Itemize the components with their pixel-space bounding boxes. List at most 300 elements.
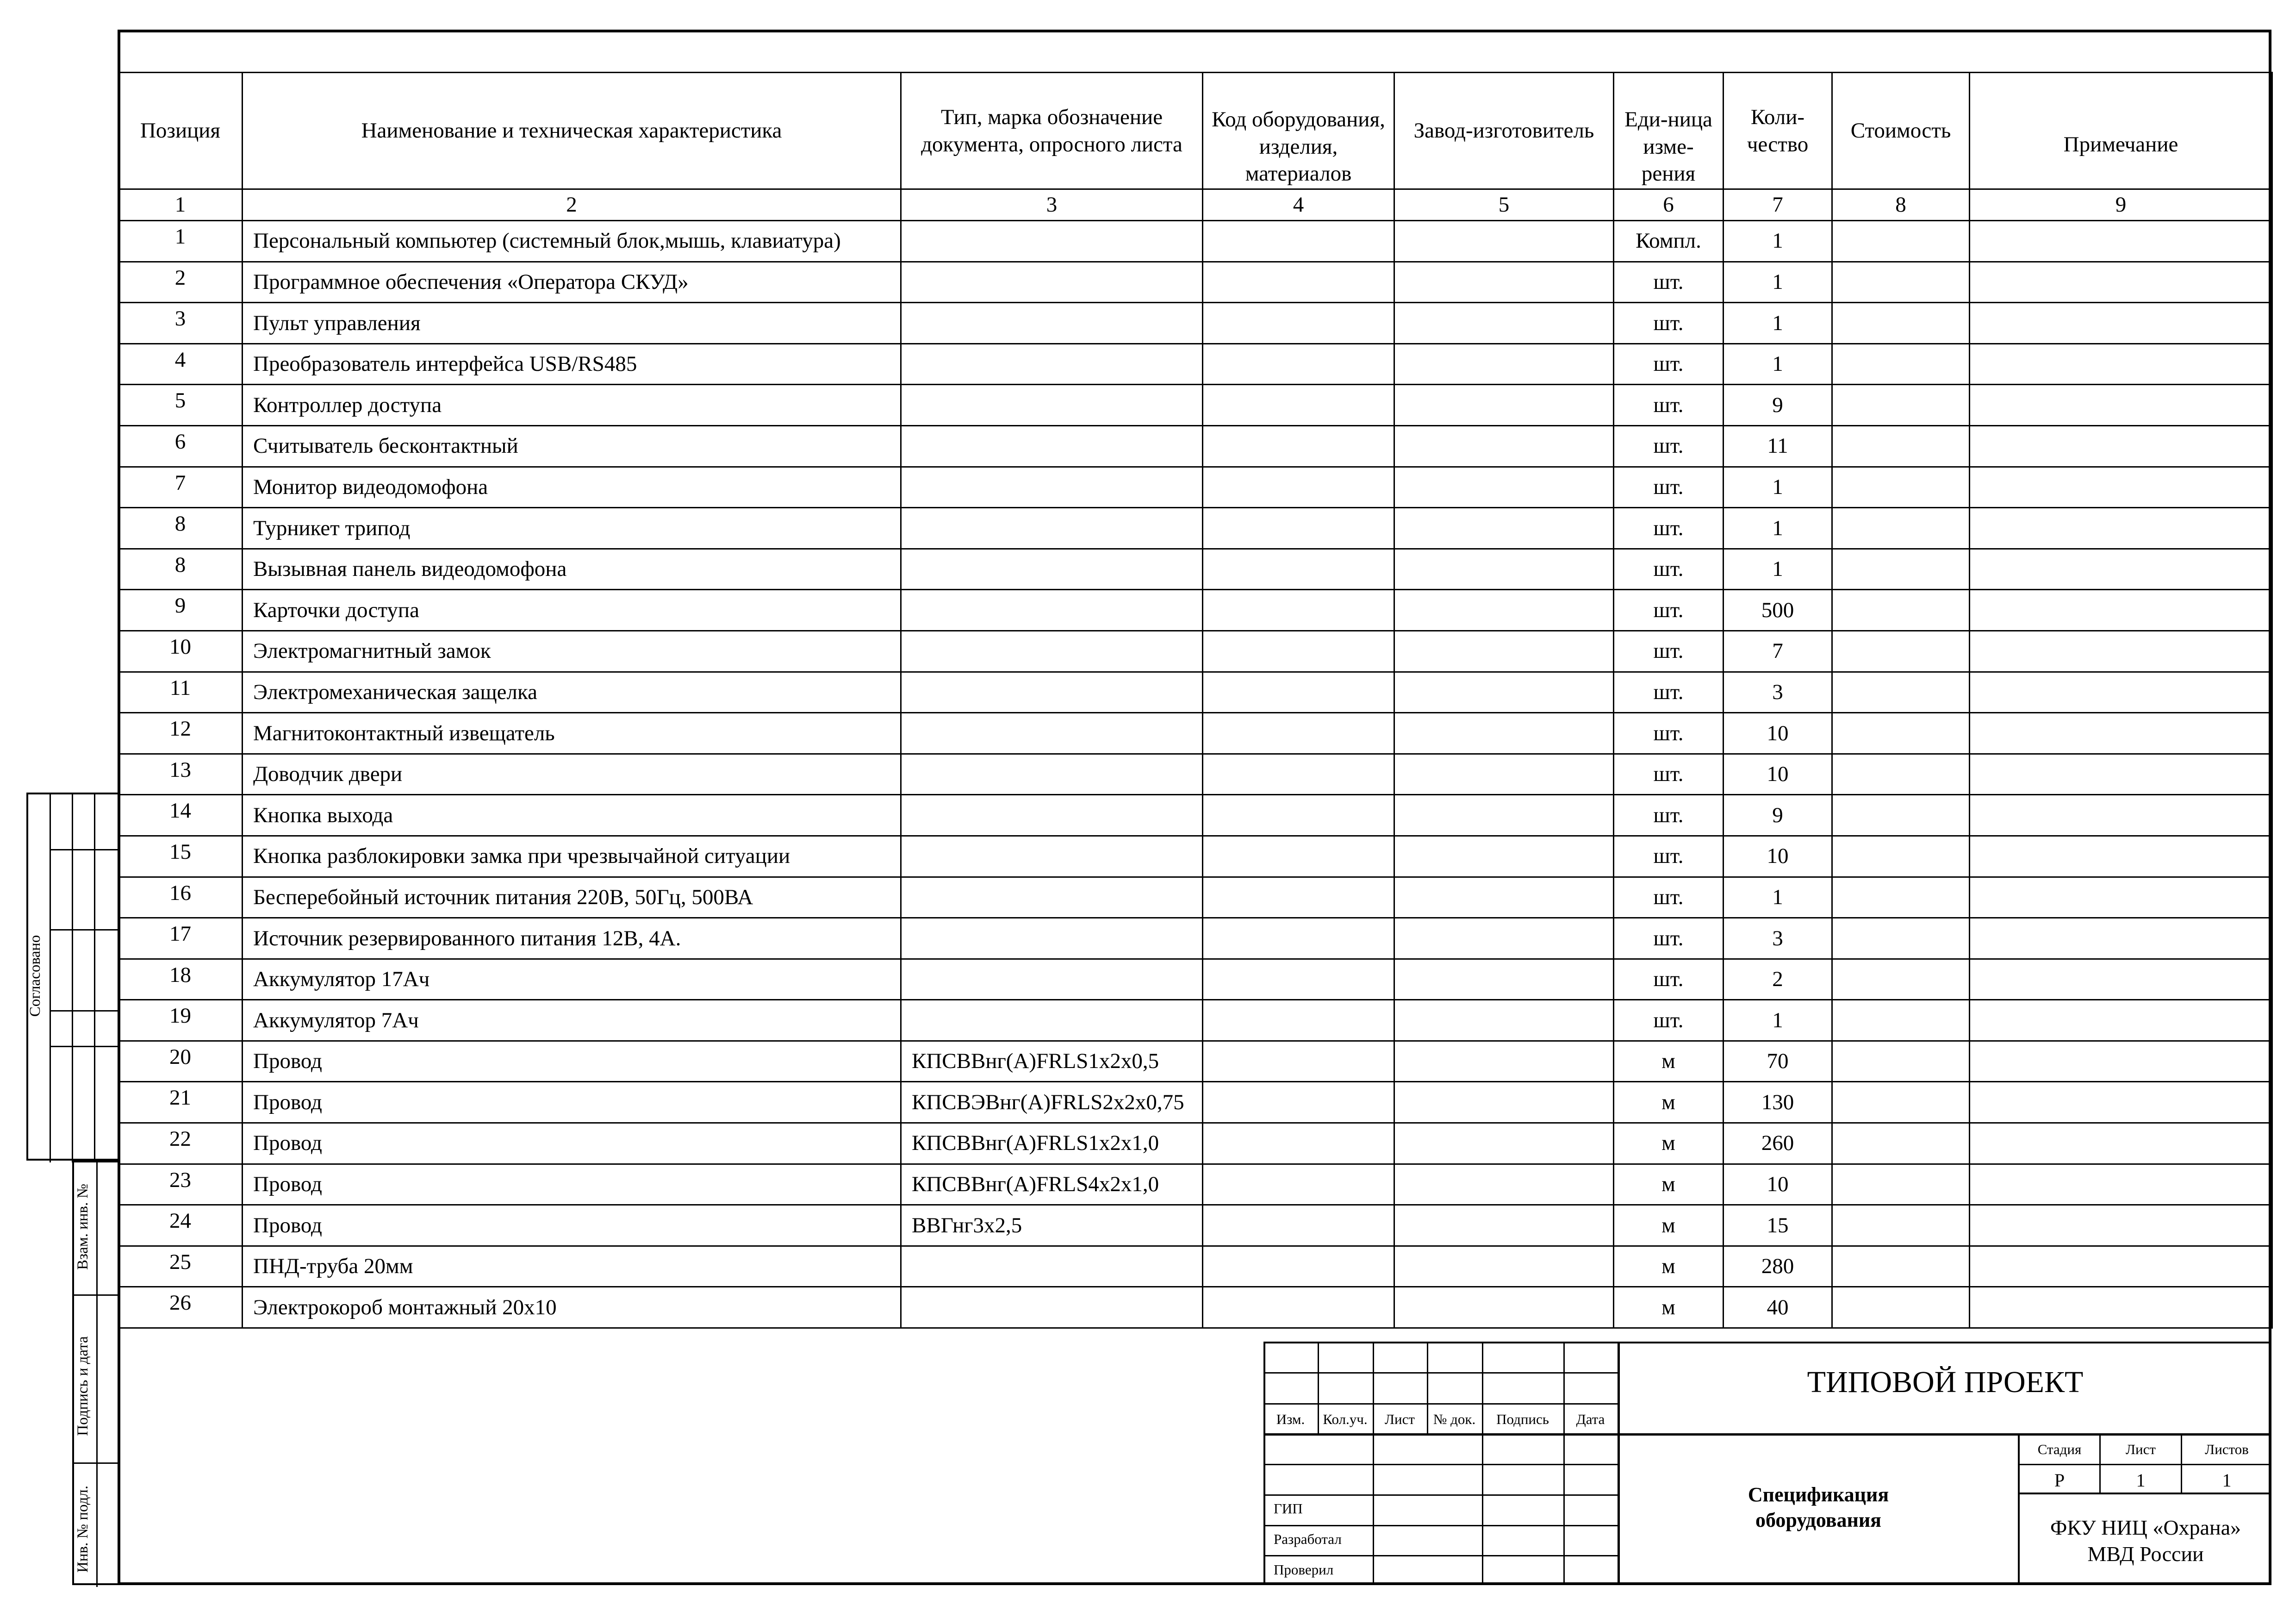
- quantity-cell: 11: [1724, 425, 1832, 467]
- manufacturer-cell: [1394, 672, 1614, 713]
- note-cell: [1970, 221, 2272, 262]
- table-row: [118, 1164, 2272, 1205]
- sheets-value: 1: [2222, 1470, 2232, 1491]
- manufacturer-cell: [1394, 262, 1614, 303]
- note-cell: [1970, 795, 2272, 836]
- role-developer: Разработал: [1274, 1531, 1342, 1547]
- type-cell: [901, 713, 1203, 754]
- manufacturer-cell: [1394, 754, 1614, 795]
- column-number: 7: [1724, 189, 1832, 221]
- cost-cell: [1832, 1205, 1970, 1246]
- position-cell: 19: [118, 1000, 243, 1041]
- name-cell: Бесперебойный источник питания 220В, 50Гц, 500ВА: [243, 877, 901, 918]
- name-cell: Провод: [243, 1123, 901, 1164]
- col-label-date: Дата: [1576, 1411, 1605, 1427]
- position-cell: 12: [118, 713, 243, 754]
- note-cell: [1970, 672, 2272, 713]
- code-cell: [1203, 631, 1394, 672]
- code-cell: [1203, 1082, 1394, 1123]
- manufacturer-cell: [1394, 1041, 1614, 1082]
- quantity-cell: 7: [1724, 631, 1832, 672]
- note-cell: [1970, 549, 2272, 590]
- table-row: [118, 1000, 2272, 1041]
- cost-cell: [1832, 918, 1970, 959]
- table-row: [118, 1123, 2272, 1164]
- type-cell: [901, 590, 1203, 631]
- name-cell: Вызывная панель видеодомофона: [243, 549, 901, 590]
- unit-cell: м: [1614, 1164, 1724, 1205]
- unit-cell: м: [1614, 1246, 1724, 1287]
- note-cell: [1970, 1246, 2272, 1287]
- role-chief-engineer: ГИП: [1274, 1500, 1303, 1517]
- type-cell: [901, 425, 1203, 467]
- unit-cell: шт.: [1614, 631, 1724, 672]
- type-cell: [901, 1246, 1203, 1287]
- code-cell: [1203, 344, 1394, 385]
- note-cell: [1970, 508, 2272, 549]
- position-cell: 9: [118, 590, 243, 631]
- quantity-cell: 10: [1724, 836, 1832, 877]
- position-cell: 25: [118, 1246, 243, 1287]
- col-label-signature: Подпись: [1496, 1411, 1549, 1427]
- cost-cell: [1832, 713, 1970, 754]
- name-cell: Преобразователь интерфейса USB/RS485: [243, 344, 901, 385]
- quantity-cell: 40: [1724, 1287, 1832, 1328]
- cost-cell: [1832, 425, 1970, 467]
- manufacturer-cell: [1394, 303, 1614, 344]
- cost-cell: [1832, 877, 1970, 918]
- column-number: 6: [1614, 189, 1724, 221]
- cost-cell: [1832, 631, 1970, 672]
- position-cell: 18: [118, 959, 243, 1000]
- note-cell: [1970, 262, 2272, 303]
- name-cell: Считыватель бесконтактный: [243, 425, 901, 467]
- name-cell: Источник резервированного питания 12В, 4А.: [243, 918, 901, 959]
- code-cell: [1203, 836, 1394, 877]
- col-label-change: Изм.: [1276, 1411, 1305, 1427]
- quantity-cell: 1: [1724, 508, 1832, 549]
- col-label-doc: № док.: [1433, 1411, 1476, 1427]
- table-row: [118, 1287, 2272, 1328]
- name-cell: Карточки доступа: [243, 590, 901, 631]
- position-cell: 16: [118, 877, 243, 918]
- unit-cell: шт.: [1614, 795, 1724, 836]
- column-number: 2: [243, 189, 901, 221]
- type-cell: [901, 672, 1203, 713]
- table-row: [118, 836, 2272, 877]
- sheet-label: Лист: [2126, 1441, 2156, 1457]
- code-cell: [1203, 590, 1394, 631]
- position-cell: 10: [118, 631, 243, 672]
- agreed-label: Согласовано: [27, 935, 44, 1017]
- note-cell: [1970, 754, 2272, 795]
- unit-cell: шт.: [1614, 713, 1724, 754]
- cost-cell: [1832, 590, 1970, 631]
- table-row: [118, 672, 2272, 713]
- quantity-cell: 500: [1724, 590, 1832, 631]
- unit-cell: шт.: [1614, 754, 1724, 795]
- cost-cell: [1832, 385, 1970, 426]
- cost-cell: [1832, 549, 1970, 590]
- cost-cell: [1832, 221, 1970, 262]
- quantity-cell: 3: [1724, 918, 1832, 959]
- manufacturer-cell: [1394, 1287, 1614, 1328]
- position-cell: 7: [118, 467, 243, 508]
- quantity-cell: 1: [1724, 1000, 1832, 1041]
- unit-cell: шт.: [1614, 467, 1724, 508]
- quantity-cell: 1: [1724, 344, 1832, 385]
- cost-cell: [1832, 1082, 1970, 1123]
- name-cell: Программное обеспечения «Оператора СКУД»: [243, 262, 901, 303]
- manufacturer-cell: [1394, 425, 1614, 467]
- table-row: [118, 385, 2272, 426]
- type-cell: [901, 754, 1203, 795]
- name-cell: Доводчик двери: [243, 754, 901, 795]
- column-number-row: [118, 189, 2272, 221]
- position-cell: 15: [118, 836, 243, 877]
- header-manufacturer: Завод-изготовитель: [1394, 73, 1614, 189]
- unit-cell: м: [1614, 1205, 1724, 1246]
- header-unit: Еди-ница изме-рения: [1614, 73, 1724, 189]
- quantity-cell: 1: [1724, 262, 1832, 303]
- table-row: [118, 508, 2272, 549]
- table-row: [118, 795, 2272, 836]
- type-cell: [901, 1000, 1203, 1041]
- manufacturer-cell: [1394, 1164, 1614, 1205]
- note-cell: [1970, 385, 2272, 426]
- code-cell: [1203, 1205, 1394, 1246]
- name-cell: Аккумулятор 7Ач: [243, 1000, 901, 1041]
- manufacturer-cell: [1394, 1000, 1614, 1041]
- position-cell: 2: [118, 262, 243, 303]
- type-cell: [901, 467, 1203, 508]
- table-row: [118, 631, 2272, 672]
- unit-cell: м: [1614, 1287, 1724, 1328]
- code-cell: [1203, 262, 1394, 303]
- note-cell: [1970, 1205, 2272, 1246]
- sheets-label: Листов: [2205, 1441, 2249, 1457]
- code-cell: [1203, 795, 1394, 836]
- unit-cell: шт.: [1614, 918, 1724, 959]
- note-cell: [1970, 425, 2272, 467]
- table-row: [118, 1205, 2272, 1246]
- col-label-qty: Кол.уч.: [1323, 1411, 1368, 1427]
- unit-cell: шт.: [1614, 1000, 1724, 1041]
- quantity-cell: 260: [1724, 1123, 1832, 1164]
- stage-value: Р: [2054, 1470, 2065, 1491]
- position-cell: 6: [118, 425, 243, 467]
- note-cell: [1970, 1164, 2272, 1205]
- manufacturer-cell: [1394, 508, 1614, 549]
- table-row: [118, 221, 2272, 262]
- manufacturer-cell: [1394, 1082, 1614, 1123]
- table-row: [118, 590, 2272, 631]
- name-cell: Электрокороб монтажный 20х10: [243, 1287, 901, 1328]
- table-row: [118, 877, 2272, 918]
- sign-date-label: Подпись и дата: [75, 1336, 91, 1436]
- doc-title-line-2: оборудования: [1755, 1509, 1881, 1531]
- code-cell: [1203, 713, 1394, 754]
- header-row: [118, 73, 2272, 189]
- code-cell: [1203, 918, 1394, 959]
- code-cell: [1203, 1164, 1394, 1205]
- orig-inv-label: Инв. № подл.: [75, 1485, 91, 1573]
- replace-inv-label: Взам. инв. №: [75, 1184, 91, 1270]
- type-cell: [901, 344, 1203, 385]
- name-cell: Магнитоконтактный извещатель: [243, 713, 901, 754]
- cost-cell: [1832, 1123, 1970, 1164]
- quantity-cell: 1: [1724, 467, 1832, 508]
- table-row: [118, 754, 2272, 795]
- manufacturer-cell: [1394, 1205, 1614, 1246]
- manufacturer-cell: [1394, 590, 1614, 631]
- column-number: 3: [901, 189, 1203, 221]
- note-cell: [1970, 303, 2272, 344]
- position-cell: 14: [118, 795, 243, 836]
- type-cell: КПСВЭВнг(А)FRLS2х2х0,75: [901, 1082, 1203, 1123]
- code-cell: [1203, 508, 1394, 549]
- type-cell: [901, 877, 1203, 918]
- unit-cell: шт.: [1614, 959, 1724, 1000]
- table-row: [118, 959, 2272, 1000]
- manufacturer-cell: [1394, 1123, 1614, 1164]
- note-cell: [1970, 1000, 2272, 1041]
- note-cell: [1970, 836, 2272, 877]
- type-cell: [901, 262, 1203, 303]
- unit-cell: шт.: [1614, 262, 1724, 303]
- name-cell: Провод: [243, 1205, 901, 1246]
- quantity-cell: 1: [1724, 877, 1832, 918]
- code-cell: [1203, 549, 1394, 590]
- note-cell: [1970, 1123, 2272, 1164]
- unit-cell: шт.: [1614, 385, 1724, 426]
- note-cell: [1970, 959, 2272, 1000]
- note-cell: [1970, 1287, 2272, 1328]
- name-cell: Турникет трипод: [243, 508, 901, 549]
- note-cell: [1970, 344, 2272, 385]
- unit-cell: м: [1614, 1123, 1724, 1164]
- table-row: [118, 713, 2272, 754]
- header-cost: Стоимость: [1832, 73, 1970, 189]
- organization-line-2: МВД России: [2087, 1542, 2204, 1566]
- position-cell: 11: [118, 672, 243, 713]
- manufacturer-cell: [1394, 918, 1614, 959]
- quantity-cell: 1: [1724, 221, 1832, 262]
- type-cell: ВВГнг3х2,5: [901, 1205, 1203, 1246]
- table-row: [118, 918, 2272, 959]
- manufacturer-cell: [1394, 344, 1614, 385]
- unit-cell: м: [1614, 1041, 1724, 1082]
- cost-cell: [1832, 836, 1970, 877]
- code-cell: [1203, 877, 1394, 918]
- unit-cell: шт.: [1614, 303, 1724, 344]
- code-cell: [1203, 467, 1394, 508]
- cost-cell: [1832, 1041, 1970, 1082]
- quantity-cell: 9: [1724, 795, 1832, 836]
- name-cell: Электромеханическая защелка: [243, 672, 901, 713]
- unit-cell: шт.: [1614, 344, 1724, 385]
- table-row: [118, 1041, 2272, 1082]
- manufacturer-cell: [1394, 713, 1614, 754]
- name-cell: Провод: [243, 1164, 901, 1205]
- cost-cell: [1832, 1164, 1970, 1205]
- quantity-cell: 10: [1724, 713, 1832, 754]
- type-cell: КПСВВнг(А)FRLS1х2х1,0: [901, 1123, 1203, 1164]
- table-row: [118, 262, 2272, 303]
- header-name: Наименование и техническая характеристика: [243, 73, 901, 189]
- manufacturer-cell: [1394, 1246, 1614, 1287]
- table-row: [118, 344, 2272, 385]
- table-row: [118, 425, 2272, 467]
- cost-cell: [1832, 1246, 1970, 1287]
- quantity-cell: 1: [1724, 303, 1832, 344]
- type-cell: [901, 1287, 1203, 1328]
- cost-cell: [1832, 1287, 1970, 1328]
- code-cell: [1203, 1246, 1394, 1287]
- position-cell: 1: [118, 221, 243, 262]
- position-cell: 8: [118, 508, 243, 549]
- name-cell: Кнопка выхода: [243, 795, 901, 836]
- note-cell: [1970, 631, 2272, 672]
- quantity-cell: 280: [1724, 1246, 1832, 1287]
- note-cell: [1970, 467, 2272, 508]
- quantity-cell: 10: [1724, 1164, 1832, 1205]
- cost-cell: [1832, 672, 1970, 713]
- position-cell: 8: [118, 549, 243, 590]
- col-label-sheet: Лист: [1385, 1411, 1415, 1427]
- cost-cell: [1832, 1000, 1970, 1041]
- manufacturer-cell: [1394, 836, 1614, 877]
- header-position: Позиция: [118, 73, 243, 189]
- quantity-cell: 10: [1724, 754, 1832, 795]
- table-row: [118, 467, 2272, 508]
- unit-cell: м: [1614, 1082, 1724, 1123]
- code-cell: [1203, 754, 1394, 795]
- organization-line-1: ФКУ НИЦ «Охрана»: [2050, 1516, 2241, 1539]
- quantity-cell: 2: [1724, 959, 1832, 1000]
- unit-cell: шт.: [1614, 836, 1724, 877]
- manufacturer-cell: [1394, 959, 1614, 1000]
- unit-cell: шт.: [1614, 425, 1724, 467]
- name-cell: Провод: [243, 1082, 901, 1123]
- role-checker: Проверил: [1274, 1562, 1334, 1578]
- manufacturer-cell: [1394, 795, 1614, 836]
- type-cell: [901, 795, 1203, 836]
- note-cell: [1970, 1041, 2272, 1082]
- title-block: [1263, 1342, 2271, 1585]
- type-cell: [901, 959, 1203, 1000]
- position-cell: 5: [118, 385, 243, 426]
- quantity-cell: 70: [1724, 1041, 1832, 1082]
- unit-cell: шт.: [1614, 549, 1724, 590]
- name-cell: Электромагнитный замок: [243, 631, 901, 672]
- unit-cell: Компл.: [1614, 221, 1724, 262]
- type-cell: [901, 549, 1203, 590]
- quantity-cell: 1: [1724, 549, 1832, 590]
- code-cell: [1203, 303, 1394, 344]
- column-number: 4: [1203, 189, 1394, 221]
- cost-cell: [1832, 959, 1970, 1000]
- type-cell: [901, 631, 1203, 672]
- quantity-cell: 130: [1724, 1082, 1832, 1123]
- type-cell: [901, 221, 1203, 262]
- cost-cell: [1832, 303, 1970, 344]
- code-cell: [1203, 959, 1394, 1000]
- note-cell: [1970, 590, 2272, 631]
- code-cell: [1203, 1287, 1394, 1328]
- position-cell: 22: [118, 1123, 243, 1164]
- code-cell: [1203, 1123, 1394, 1164]
- sheet-value: 1: [2136, 1470, 2146, 1491]
- column-number: 8: [1832, 189, 1970, 221]
- header-note: Примечание: [1970, 73, 2272, 189]
- name-cell: Кнопка разблокировки замка при чрезвычайной ситуации: [243, 836, 901, 877]
- name-cell: Персональный компьютер (системный блок,мышь, клавиатура): [243, 221, 901, 262]
- column-number: 5: [1394, 189, 1614, 221]
- type-cell: КПСВВнг(А)FRLS1х2х0,5: [901, 1041, 1203, 1082]
- code-cell: [1203, 672, 1394, 713]
- quantity-cell: 15: [1724, 1205, 1832, 1246]
- manufacturer-cell: [1394, 631, 1614, 672]
- type-cell: [901, 918, 1203, 959]
- name-cell: Пульт управления: [243, 303, 901, 344]
- code-cell: [1203, 221, 1394, 262]
- position-cell: 4: [118, 344, 243, 385]
- project-title: ТИПОВОЙ ПРОЕКТ: [1807, 1365, 2084, 1399]
- cost-cell: [1832, 344, 1970, 385]
- cost-cell: [1832, 508, 1970, 549]
- code-cell: [1203, 1041, 1394, 1082]
- column-number: 9: [1970, 189, 2272, 221]
- table-row: [118, 303, 2272, 344]
- table-row: [118, 1082, 2272, 1123]
- code-cell: [1203, 1000, 1394, 1041]
- type-cell: КПСВВнг(А)FRLS4х2х1,0: [901, 1164, 1203, 1205]
- specification-table: [118, 72, 2273, 1329]
- position-cell: 26: [118, 1287, 243, 1328]
- name-cell: Монитор видеодомофона: [243, 467, 901, 508]
- quantity-cell: 9: [1724, 385, 1832, 426]
- position-cell: 17: [118, 918, 243, 959]
- name-cell: Контроллер доступа: [243, 385, 901, 426]
- code-cell: [1203, 425, 1394, 467]
- unit-cell: шт.: [1614, 672, 1724, 713]
- table-row: [118, 1246, 2272, 1287]
- unit-cell: шт.: [1614, 508, 1724, 549]
- name-cell: ПНД-труба 20мм: [243, 1246, 901, 1287]
- name-cell: Провод: [243, 1041, 901, 1082]
- manufacturer-cell: [1394, 467, 1614, 508]
- note-cell: [1970, 877, 2272, 918]
- position-cell: 20: [118, 1041, 243, 1082]
- type-cell: [901, 508, 1203, 549]
- doc-title-line-1: Спецификация: [1748, 1483, 1889, 1506]
- manufacturer-cell: [1394, 877, 1614, 918]
- cost-cell: [1832, 795, 1970, 836]
- unit-cell: шт.: [1614, 590, 1724, 631]
- manufacturer-cell: [1394, 549, 1614, 590]
- stage-label: Стадия: [2037, 1441, 2082, 1457]
- cost-cell: [1832, 262, 1970, 303]
- header-code: Код оборудования, изделия, материалов: [1203, 73, 1394, 189]
- cost-cell: [1832, 467, 1970, 508]
- note-cell: [1970, 713, 2272, 754]
- position-cell: 13: [118, 754, 243, 795]
- header-quantity: Коли-чество: [1724, 73, 1832, 189]
- cost-cell: [1832, 754, 1970, 795]
- position-cell: 23: [118, 1164, 243, 1205]
- type-cell: [901, 836, 1203, 877]
